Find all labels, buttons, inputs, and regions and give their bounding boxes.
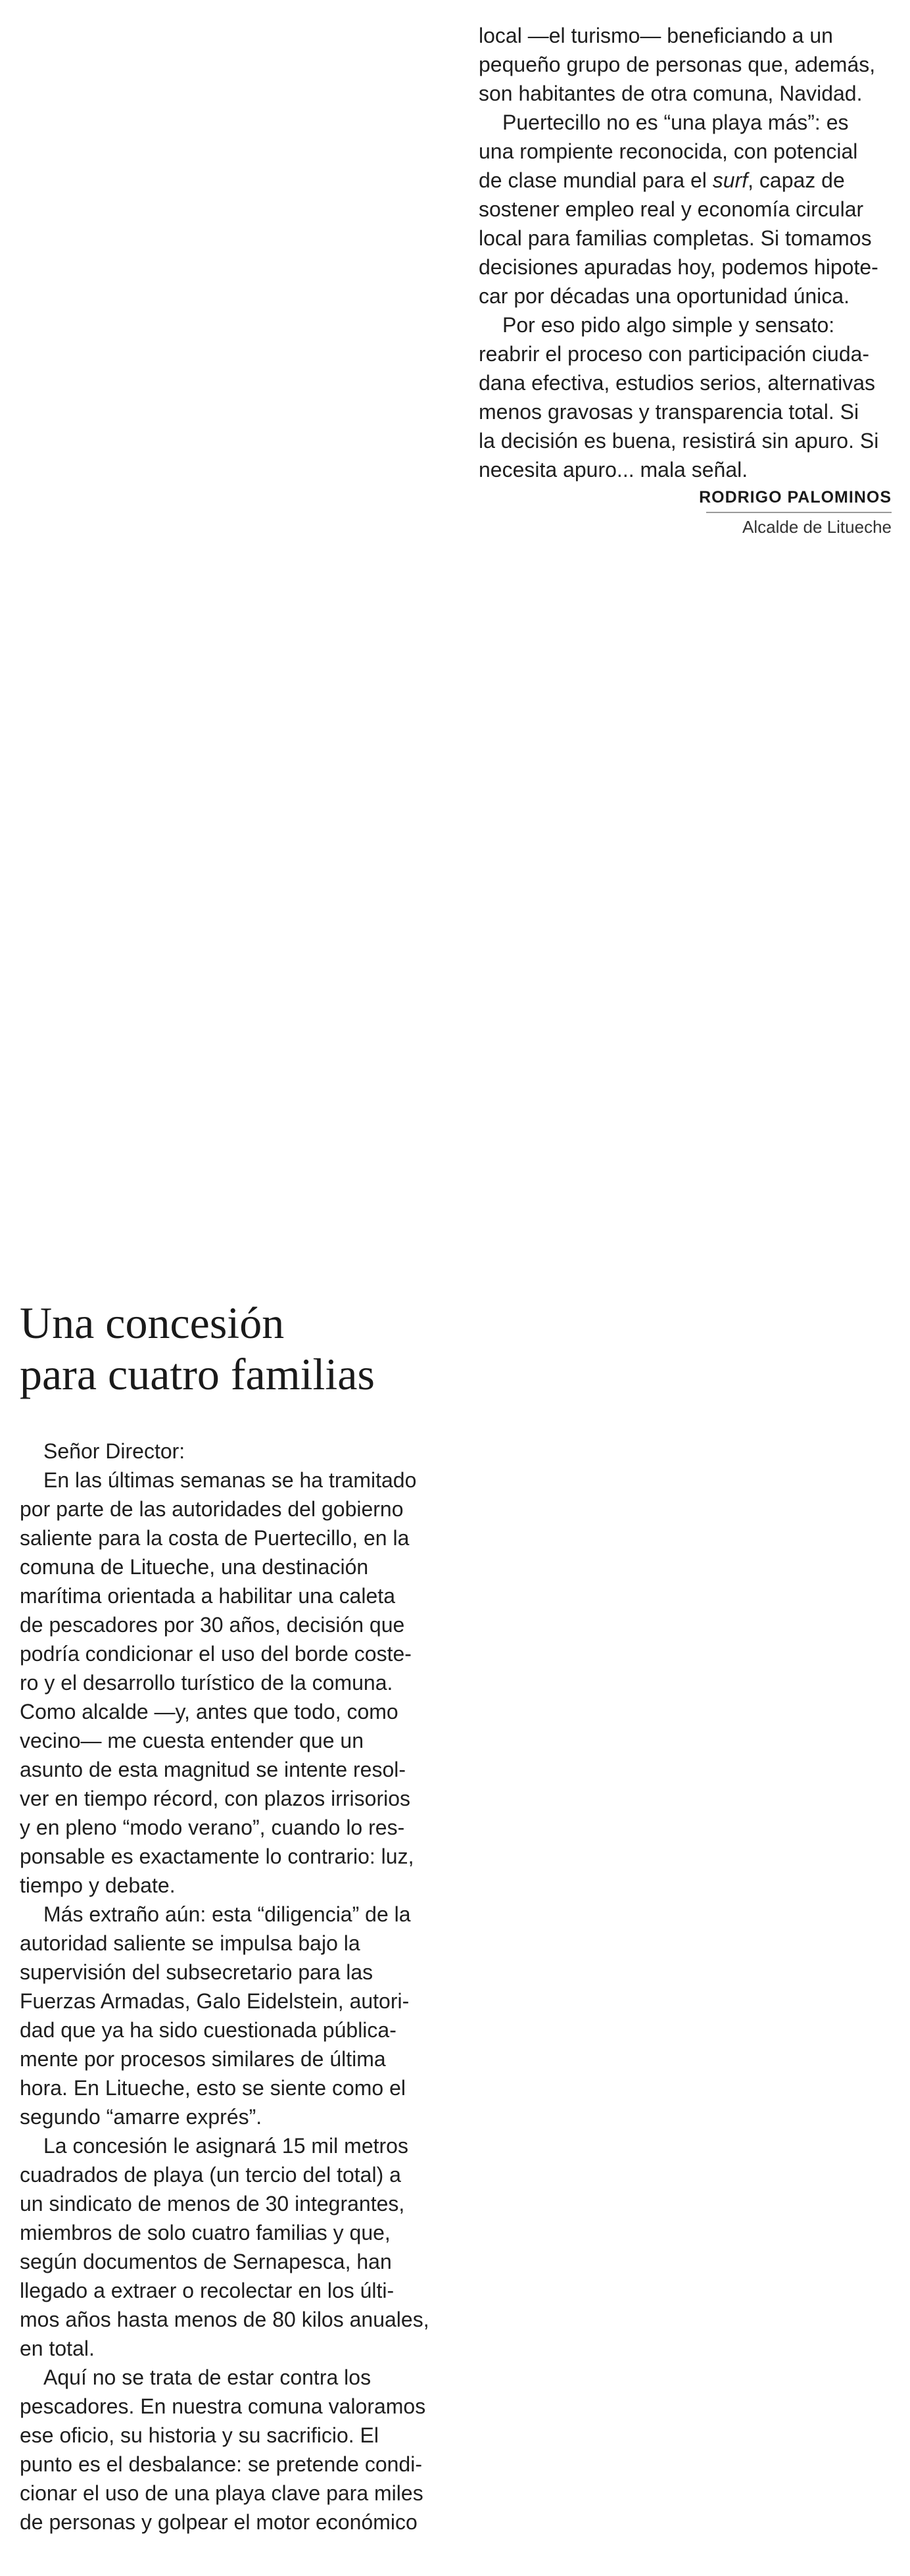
right-line: son habitantes de otra comuna, Navidad. <box>479 82 863 105</box>
left-line: ro y el desarrollo turístico de la comuna. <box>20 1671 393 1695</box>
left-line: Fuerzas Armadas, Galo Eidelstein, autori- <box>20 1989 410 2013</box>
right-line: necesita apuro... mala señal. <box>479 458 748 482</box>
left-line: asunto de esta magnitud se intente resol- <box>20 1758 406 1781</box>
left-line: por parte de las autoridades del gobierno <box>20 1497 404 1521</box>
left-line: de pescadores por 30 años, decisión que <box>20 1613 405 1637</box>
left-line: mente por procesos similares de última <box>20 2047 386 2071</box>
signature-divider <box>706 512 892 513</box>
right-line: local —el turismo— beneficiando a un <box>479 24 833 47</box>
right-line: pequeño grupo de personas que, además, <box>479 53 876 76</box>
right-line: Por eso pido algo simple y sensato: <box>502 313 835 337</box>
left-line: supervisión del subsecretario para las <box>20 1960 373 1984</box>
left-line: cionar el uso de una playa clave para miles <box>20 2481 423 2505</box>
signature-name: RODRIGO PALOMINOS <box>699 488 892 507</box>
left-line: un sindicato de menos de 30 integrantes, <box>20 2192 405 2216</box>
left-line: En las últimas semanas se ha tramitado <box>43 1468 417 1492</box>
left-line: ese oficio, su historia y su sacrificio. El <box>20 2423 379 2447</box>
headline-line-1: Una concesión <box>20 1298 285 1348</box>
left-line: llegado a extraer o recolectar en los últi- <box>20 2279 395 2302</box>
right-line: una rompiente reconocida, con potencial <box>479 139 858 163</box>
left-line: Como alcalde —y, antes que todo, como <box>20 1700 398 1723</box>
left-line: La concesión le asignará 15 mil metros <box>43 2134 408 2158</box>
left-line: ponsable es exactamente lo contrario: luz, <box>20 1845 414 1868</box>
left-line: Más extraño aún: esta “diligencia” de la <box>43 1902 411 1926</box>
left-line: hora. En Litueche, esto se siente como el <box>20 2076 406 2100</box>
left-line: y en pleno “modo verano”, cuando lo res- <box>20 1816 405 1839</box>
left-line: dad que ya ha sido cuestionada pública- <box>20 2018 396 2042</box>
right-line: local para familias completas. Si tomamos <box>479 226 872 250</box>
right-line: reabrir el proceso con participación ciuda- <box>479 342 870 366</box>
right-line: Puertecillo no es “una playa más”: es <box>502 111 849 134</box>
right-line: decisiones apuradas hoy, podemos hipote- <box>479 255 878 279</box>
left-line: saliente para la costa de Puertecillo, en la <box>20 1526 410 1550</box>
left-line: cuadrados de playa (un tercio del total) a <box>20 2163 401 2187</box>
headline-line-2: para cuatro familias <box>20 1349 375 1399</box>
left-line: podría condicionar el uso del borde coste- <box>20 1642 412 1666</box>
right-line: la decisión es buena, resistirá sin apuro. Si <box>479 429 879 453</box>
letter-continuation-column <box>479 21 893 484</box>
left-line: tiempo y debate. <box>20 1873 176 1897</box>
left-line: marítima orientada a habilitar una caleta <box>20 1584 395 1608</box>
left-line: autoridad saliente se impulsa bajo la <box>20 1931 360 1955</box>
left-line: en total. <box>20 2337 95 2360</box>
left-line: ver en tiempo récord, con plazos irrisorios <box>20 1787 411 1810</box>
left-line: vecino— me cuesta entender que un <box>20 1729 364 1752</box>
left-line: Aquí no se trata de estar contra los <box>43 2365 371 2389</box>
letter-body-column <box>20 1437 441 2537</box>
left-line: pescadores. En nuestra comuna valoramos <box>20 2394 426 2418</box>
right-line: dana efectiva, estudios serios, alternativas <box>479 371 875 395</box>
left-line: miembros de solo cuatro familias y que, <box>20 2221 391 2244</box>
right-line: car por décadas una oportunidad única. <box>479 284 850 308</box>
right-line: menos gravosas y transparencia total. Si <box>479 400 859 424</box>
left-line: segundo “amarre exprés”. <box>20 2105 262 2129</box>
left-line: Señor Director: <box>43 1439 185 1463</box>
left-line: mos años hasta menos de 80 kilos anuales, <box>20 2308 429 2331</box>
letter-headline <box>20 1297 454 1400</box>
right-line: sostener empleo real y economía circular <box>479 197 864 221</box>
left-line: de personas y golpear el motor económico <box>20 2510 418 2534</box>
signature-role: Alcalde de Litueche <box>742 517 892 537</box>
right-line: de clase mundial para el surf, capaz de <box>479 168 845 192</box>
left-line: punto es el desbalance: se pretende condi- <box>20 2452 422 2476</box>
left-line: comuna de Litueche, una destinación <box>20 1555 369 1579</box>
left-line: según documentos de Sernapesca, han <box>20 2250 392 2273</box>
